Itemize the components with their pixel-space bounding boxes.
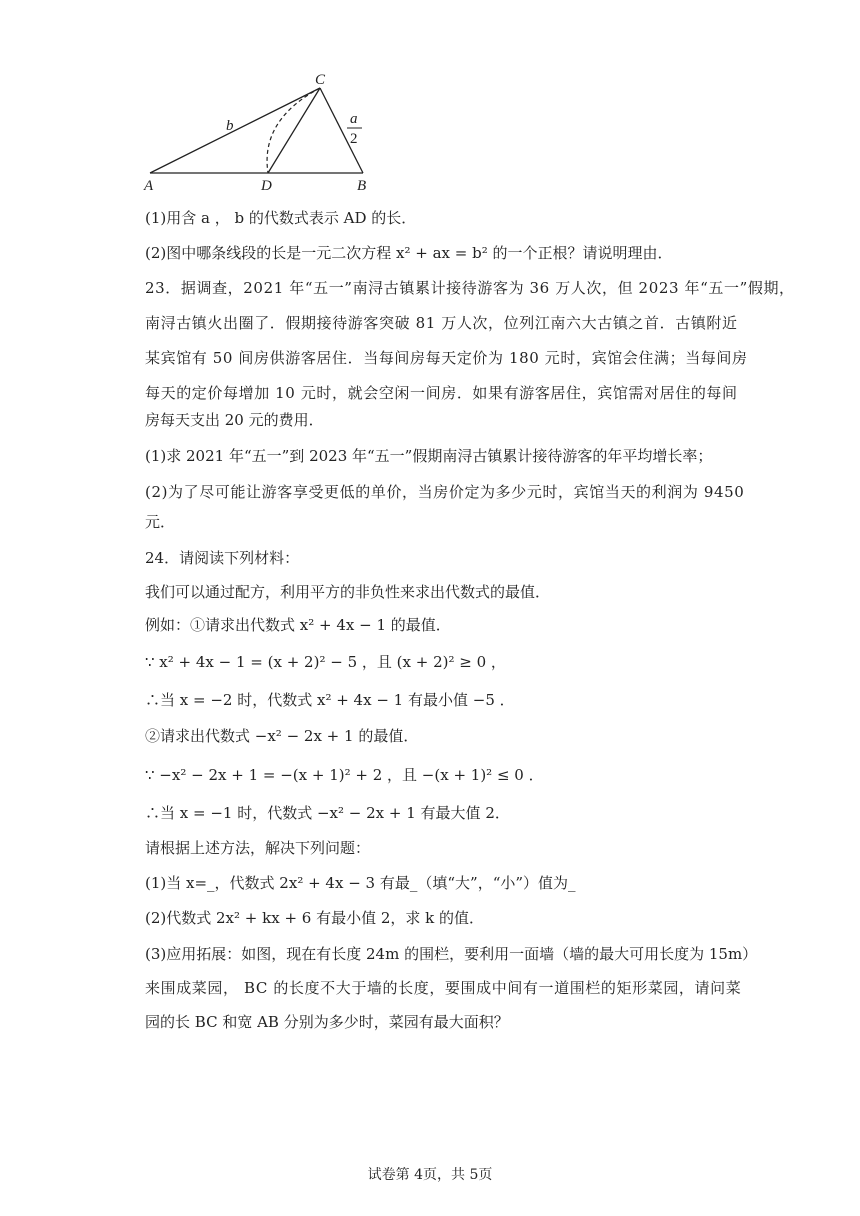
q22-part1: (1)用含 a ， b 的代数式表示 AD 的长． xyxy=(145,209,417,227)
page-footer: 试卷第 4页，共 5页 xyxy=(367,1167,493,1183)
q23-stem-line5: 房每天支出 20 元的费用． xyxy=(145,411,324,429)
q23-part2-line1: (2)为了尽可能让游客享受更低的单价，当房价定为多少元时，宾馆当天的利润为 9450 xyxy=(145,483,745,501)
label-a-denominator: 2 xyxy=(350,131,358,147)
q23-stem-line2: 南浔古镇火出圈了．假期接待游客突破 81 万人次，位列江南六大古镇之首．古镇附近 xyxy=(145,314,738,332)
q24-intro: 我们可以通过配方，利用平方的非负性来求出代数式的最值． xyxy=(145,583,551,601)
label-a-numerator: a xyxy=(350,111,358,127)
q24-example1-step2: ∴当 x = −2 时，代数式 x² + 4x − 1 有最小值 −5 ． xyxy=(145,691,515,709)
q24-example2-step2: ∴当 x = −1 时，代数式 −x² − 2x + 1 有最大值 2． xyxy=(145,804,510,822)
q23-stem-line4: 每天的定价每增加 10 元时，就会空闲一间房．如果有游客居住，宾馆需对居住的每间 xyxy=(145,384,738,402)
label-b-point: B xyxy=(357,178,367,194)
q24-example2-step1: ∵ −x² − 2x + 1 = −(x + 1)² + 2 ，且 −(x + 1)² ≤ 0 ． xyxy=(145,766,544,784)
q24-example2: ②请求出代数式 −x² − 2x + 1 的最值． xyxy=(145,727,419,745)
q23-part2-line2: 元． xyxy=(145,513,176,531)
q23-part1: (1)求 2021 年“五一”到 2023 年“五一”假期南浔古镇累计接待游客的年平均增长率； xyxy=(145,447,713,465)
label-d: D xyxy=(261,178,272,194)
q23-stem-line3: 某宾馆有 50 间房供游客居住．当每间房每天定价为 180 元时，宾馆会住满；当每间房 xyxy=(145,349,748,367)
q22-part2: (2)图中哪条线段的长是一元二次方程 x² + ax = b² 的一个正根？请说明理由． xyxy=(145,244,673,262)
q24-part1: (1)当 x=_，代数式 2x² + 4x − 3 有最_（填“大”，“小”）值为_ xyxy=(145,874,576,892)
q24-example1: 例如：①请求出代数式 x² + 4x − 1 的最值． xyxy=(145,616,451,634)
q24-part2: (2)代数式 2x² + kx + 6 有最小值 2，求 k 的值． xyxy=(145,909,485,927)
triangle-figure xyxy=(140,70,380,200)
q24-part3-line2: 来围成菜园， BC 的长度不大于墙的长度，要围成中间有一道围栏的矩形菜园，请问菜 xyxy=(145,979,742,997)
label-a: A xyxy=(144,178,154,194)
q23-stem-line1: 23．据调查，2021 年“五一”南浔古镇累计接待游客为 36 万人次，但 2023 年“五一”假期， xyxy=(145,279,795,297)
q24-part3-line3: 园的长 BC 和宽 AB 分别为多少时，菜园有最大面积？ xyxy=(145,1013,509,1031)
q24-title: 24．请阅读下列材料： xyxy=(145,549,300,567)
q24-part3-line1: (3)应用拓展：如图，现在有长度 24m 的围栏，要利用一面墙（墙的最大可用长度为 15m） xyxy=(145,945,758,963)
label-b-side: b xyxy=(226,118,234,134)
label-c: C xyxy=(315,72,326,88)
q24-ask: 请根据上述方法，解决下列问题： xyxy=(145,839,371,857)
q24-example1-step1: ∵ x² + 4x − 1 = (x + 2)² − 5 ，且 (x + 2)² ≥ 0 ， xyxy=(145,653,506,671)
